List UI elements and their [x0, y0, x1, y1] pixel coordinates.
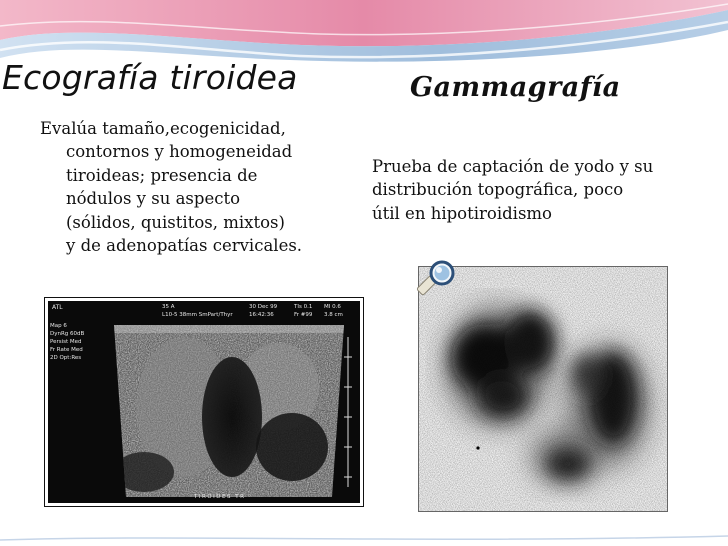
description-line: útil en hipotiroidismo — [372, 203, 552, 223]
us-header: L10-5 38mm SmPart/Thyr — [162, 312, 233, 318]
ecografia-description — [40, 117, 370, 257]
description-line: Evalúa tamaño,ecogenicidad, — [40, 119, 286, 138]
title-gammagrafia: Gammagrafía — [410, 72, 621, 103]
footer-rule — [0, 532, 728, 546]
gammagrafia-description — [372, 155, 726, 225]
description-line: (sólidos, quistitos, mixtos) — [66, 212, 285, 232]
description-line: contornos y homogeneidad — [66, 142, 293, 162]
description-line: nódulos y su aspecto — [66, 189, 241, 209]
us-header: 3.8 cm — [324, 312, 343, 318]
description-line: y de adenopatías cervicales. — [66, 236, 303, 256]
us-setting: Fr Rate Med — [50, 347, 83, 353]
us-header: Fr #99 — [294, 312, 313, 318]
us-time: 16:42:36 — [249, 312, 274, 318]
description-line: distribución topográfica, poco — [372, 180, 624, 200]
us-setting: Persist Med — [50, 339, 82, 345]
us-footer-label: TIROIDES TR — [194, 494, 246, 500]
us-date: 30 Dec 99 — [249, 304, 278, 310]
description-line: tiroideas; presencia de — [66, 165, 258, 185]
us-setting: 2D Opt:Res — [50, 355, 82, 361]
us-setting: Map 6 — [50, 323, 67, 329]
us-header: TIs 0.1 — [294, 304, 313, 310]
us-setting: DynRg 60dB — [50, 331, 85, 337]
magnifier-icon[interactable] — [412, 260, 462, 296]
us-atl-logo: ATL — [52, 304, 63, 311]
title-ecografia: Ecografía tiroidea — [2, 58, 298, 97]
ultrasound-image — [44, 297, 364, 507]
us-header: 35 A — [162, 304, 175, 310]
us-header: MI 0.6 — [324, 304, 341, 310]
description-line: Prueba de captación de yodo y su — [372, 157, 654, 176]
gammagraphy-image — [418, 266, 668, 512]
